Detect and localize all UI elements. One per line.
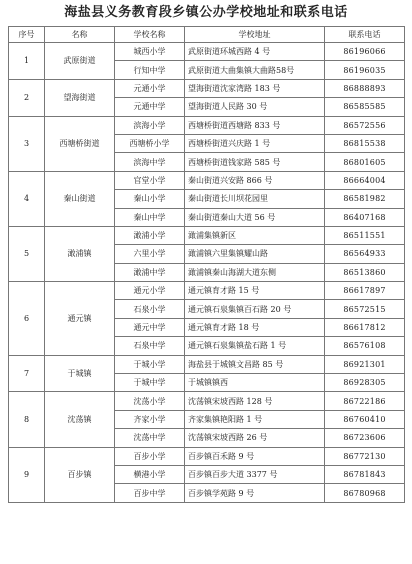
table-row xyxy=(9,43,405,61)
school-phone: 86772130 xyxy=(325,447,405,465)
school-address: 通元镇石泉集镇百石路 20 号 xyxy=(185,300,325,318)
school-name: 澉浦小学 xyxy=(115,226,185,244)
school-phone: 86888893 xyxy=(325,79,405,97)
school-name: 元通中学 xyxy=(115,98,185,116)
table-row xyxy=(9,171,405,189)
school-name: 秦山小学 xyxy=(115,190,185,208)
school-name: 齐家小学 xyxy=(115,410,185,428)
group-number: 6 xyxy=(9,282,45,356)
group-name: 望海街道 xyxy=(45,79,115,116)
school-phone: 86407168 xyxy=(325,208,405,226)
school-phone: 86572556 xyxy=(325,116,405,134)
school-phone: 86572515 xyxy=(325,300,405,318)
school-address: 沈荡镇宋坡西路 128 号 xyxy=(185,392,325,410)
school-phone: 86617897 xyxy=(325,282,405,300)
school-phone: 86780968 xyxy=(325,484,405,502)
school-address: 通元镇石泉集镇盐石路 1 号 xyxy=(185,337,325,355)
school-name: 沈荡中学 xyxy=(115,429,185,447)
school-address: 西塘桥街道兴庆路 1 号 xyxy=(185,134,325,152)
school-address: 齐家集镇艳阳路 1 号 xyxy=(185,410,325,428)
group-number: 3 xyxy=(9,116,45,171)
school-address: 澉浦镇秦山海湖大道东侧 xyxy=(185,263,325,281)
school-name: 官堂小学 xyxy=(115,171,185,189)
school-address: 武原街道环城西路 4 号 xyxy=(185,43,325,61)
school-address: 秦山街道兴安路 866 号 xyxy=(185,171,325,189)
school-name: 百步中学 xyxy=(115,484,185,502)
school-address: 西塘桥街道钱家路 585 号 xyxy=(185,153,325,171)
school-phone: 86196066 xyxy=(325,43,405,61)
school-name: 于城中学 xyxy=(115,374,185,392)
group-number: 7 xyxy=(9,355,45,392)
school-phone: 86576108 xyxy=(325,337,405,355)
school-name: 秦山中学 xyxy=(115,208,185,226)
school-name: 石泉中学 xyxy=(115,337,185,355)
school-phone: 86781843 xyxy=(325,465,405,483)
school-address: 百步镇学苑路 9 号 xyxy=(185,484,325,502)
table-header-row xyxy=(9,27,405,43)
group-number: 4 xyxy=(9,171,45,226)
school-address: 百步镇百步大道 3377 号 xyxy=(185,465,325,483)
school-phone: 86617812 xyxy=(325,318,405,336)
school-table xyxy=(8,26,405,503)
school-name: 元通小学 xyxy=(115,79,185,97)
group-number: 5 xyxy=(9,226,45,281)
school-address: 通元镇育才路 15 号 xyxy=(185,282,325,300)
table-row xyxy=(9,116,405,134)
school-phone: 86196035 xyxy=(325,61,405,79)
school-address: 于城镇镇西 xyxy=(185,374,325,392)
group-number: 1 xyxy=(9,43,45,80)
school-phone: 86815538 xyxy=(325,134,405,152)
page-title: 海盐县义务教育段乡镇公办学校地址和联系电话 xyxy=(64,5,348,20)
table-row xyxy=(9,447,405,465)
school-phone: 86585585 xyxy=(325,98,405,116)
school-name: 石泉小学 xyxy=(115,300,185,318)
school-phone: 86511551 xyxy=(325,226,405,244)
school-address: 望海街道沈家湾路 183 号 xyxy=(185,79,325,97)
school-name: 六里小学 xyxy=(115,245,185,263)
group-name: 沈荡镇 xyxy=(45,392,115,447)
school-phone: 86513860 xyxy=(325,263,405,281)
school-address: 澉浦集镇新区 xyxy=(185,226,325,244)
group-name: 澉浦镇 xyxy=(45,226,115,281)
school-name: 城西小学 xyxy=(115,43,185,61)
group-name: 秦山街道 xyxy=(45,171,115,226)
school-phone: 86921301 xyxy=(325,355,405,373)
school-name: 通元中学 xyxy=(115,318,185,336)
school-phone: 86723606 xyxy=(325,429,405,447)
table-row xyxy=(9,392,405,410)
school-phone: 86722186 xyxy=(325,392,405,410)
table-row xyxy=(9,226,405,244)
school-name: 行知中学 xyxy=(115,61,185,79)
school-address: 西塘桥街道西塘路 833 号 xyxy=(185,116,325,134)
table-row xyxy=(9,79,405,97)
school-name: 于城小学 xyxy=(115,355,185,373)
school-phone: 86581982 xyxy=(325,190,405,208)
header-school: 学校名称 xyxy=(115,27,185,43)
header-address: 学校地址 xyxy=(185,27,325,43)
school-name: 通元小学 xyxy=(115,282,185,300)
school-name: 澉浦中学 xyxy=(115,263,185,281)
school-name: 西塘桥小学 xyxy=(115,134,185,152)
school-name: 滨海中学 xyxy=(115,153,185,171)
group-number: 2 xyxy=(9,79,45,116)
school-name: 百步小学 xyxy=(115,447,185,465)
table-row xyxy=(9,355,405,373)
group-name: 西塘桥街道 xyxy=(45,116,115,171)
school-address: 武原街道大曲集镇大曲路58号 xyxy=(185,61,325,79)
school-address: 秦山街道长川坝花园里 xyxy=(185,190,325,208)
school-name: 沈荡小学 xyxy=(115,392,185,410)
school-name: 滨海小学 xyxy=(115,116,185,134)
school-address: 海盐县于城镇文昌路 85 号 xyxy=(185,355,325,373)
header-name: 名称 xyxy=(45,27,115,43)
group-name: 于城镇 xyxy=(45,355,115,392)
group-name: 通元镇 xyxy=(45,282,115,356)
school-phone: 86928305 xyxy=(325,374,405,392)
table-row xyxy=(9,282,405,300)
header-no: 序号 xyxy=(9,27,45,43)
header-phone: 联系电话 xyxy=(325,27,405,43)
group-number: 8 xyxy=(9,392,45,447)
group-name: 百步镇 xyxy=(45,447,115,502)
school-phone: 86801605 xyxy=(325,153,405,171)
group-name: 武原街道 xyxy=(45,43,115,80)
school-address: 秦山街道秦山大道 56 号 xyxy=(185,208,325,226)
school-phone: 86564933 xyxy=(325,245,405,263)
school-address: 望海街道人民路 30 号 xyxy=(185,98,325,116)
table-body xyxy=(9,43,405,503)
school-phone: 86760410 xyxy=(325,410,405,428)
school-address: 沈荡镇宋坡西路 26 号 xyxy=(185,429,325,447)
school-name: 横港小学 xyxy=(115,465,185,483)
school-phone: 86664004 xyxy=(325,171,405,189)
school-address: 百步镇百禾路 9 号 xyxy=(185,447,325,465)
group-number: 9 xyxy=(9,447,45,502)
school-address: 通元镇育才路 18 号 xyxy=(185,318,325,336)
school-address: 澉浦镇六里集镇耀山路 xyxy=(185,245,325,263)
